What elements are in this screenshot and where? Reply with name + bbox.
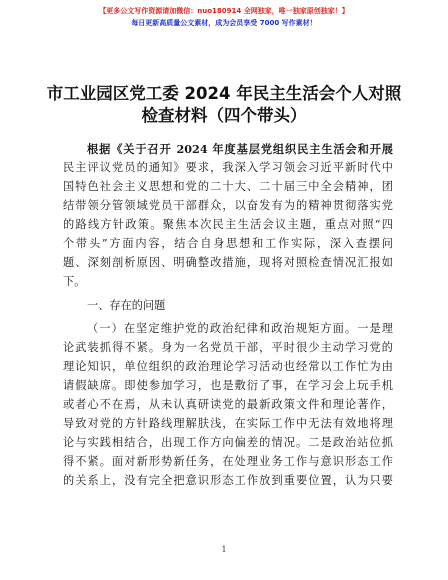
promo-banner-line-1: 【更多公文写作资源请加微信：nuo180914 全网独家，唯一独家原创独家！】 [99,7,349,15]
document-title-line-2: 检查材料（四个带头） [141,106,307,125]
section-line: 或者心不在焉，从未认真研读党的最新政策文件和理论著作， [63,398,393,411]
intro-line: 国特色社会主义思想和党的二十大、二十届三中全会精神，团 [63,180,393,193]
intro-line: 题、深刻剖析原因、明确整改措施，现将对照检查情况汇报如 [63,256,393,269]
section-line: 论武装抓得不紧。身为一名党员干部，平时很少主动学习党的 [63,341,393,354]
intro-line: 结带领分管领域党员干部群众，以奋发有为的精神贯彻落实党 [63,199,393,212]
document-title-line-1: 市工业园区党工委 2024 年民主生活会个人对照 [46,84,402,103]
section-line: 请假缺席。即使参加学习，也是敷衍了事，在学习会上玩手机 [63,379,393,392]
intro-line: 下。 [63,275,86,288]
page-number: 1 [221,545,227,554]
section-line: 理论知识，单位组织的政治理论学习活动也经常以工作忙为由 [63,360,393,373]
intro-line: 的路线方针政策。聚焦本次民主生活会议主题，重点对照“四 [63,218,393,231]
intro-lead: 根据《关于召开 2024 年度基层党组织民主生活会和开展 [87,142,393,156]
promo-banner-line-2: 每日更新高质量公文素材，成为会员享受 7000 写作素材！ [131,19,317,27]
intro-line: 个带头”方面内容，结合自身思想和工作实际，深入查摆问 [63,237,393,250]
intro-line: 民主评议党员的通知》要求，我深入学习领会习近平新时代中 [63,161,393,174]
section-para-first: （一）在坚定维护党的政治纪律和政治规矩方面。一是理 [87,322,393,335]
section-line: 论与实践相结合，出现工作方向偏差的情况。二是政治站位抓 [63,436,393,449]
section-line: 导致对党的方针路线理解肤浅，在实际工作中无法有效地将理 [63,417,393,430]
section-line: 得不紧。面对新形势新任务，在处理业务工作与意识形态工作 [63,455,393,468]
section-line: 的关系上，没有完全把意识形态工作放到重要位置，认为只要 [63,474,393,487]
section-heading: 一、存在的问题 [87,299,166,312]
